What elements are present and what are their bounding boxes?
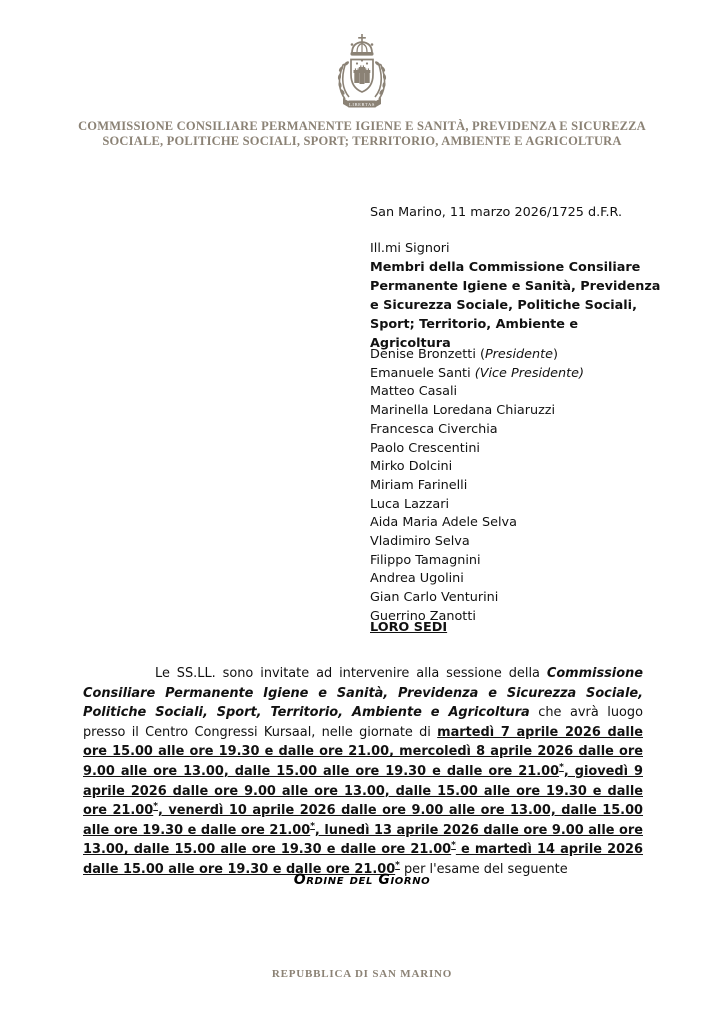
addressee-title: Membri della Commissione Consiliare Permanente Igiene e Sanità, Previdenza e Sicurezza Sociale, Politiche Sociali, Sport; Territorio, Ambiente e Agricoltura	[370, 260, 661, 351]
footer-title: REPUBBLICA DI SAN MARINO	[271, 968, 453, 980]
org-name-line1: COMMISSIONE CONSILIARE PERMANENTE IGIENE E SANITÀ, PREVIDENZA E SICUREZZA	[78, 119, 646, 133]
coat-of-arms-icon	[327, 33, 397, 117]
member-row: Miriam Farinelli	[370, 477, 468, 493]
member-row: Paolo Crescentini	[370, 440, 480, 456]
member-row: Vladimiro Selva	[370, 534, 470, 550]
addressee-salutation: Ill.mi Signori	[370, 241, 450, 256]
member-row: Marinella Loredana Chiaruzzi	[370, 403, 556, 419]
member-row: Francesca Civerchia	[370, 421, 498, 437]
addressee-block	[370, 239, 662, 353]
member-row: Aida Maria Adele Selva	[370, 515, 517, 531]
dateline: San Marino, 11 marzo 2026/1725 d.F.R.	[370, 205, 623, 220]
member-row: Matteo Casali	[370, 384, 458, 400]
invitation-paragraph: Le SS.LL. sono invitate ad intervenire alla sessione della Commissione Consiliare Permanente Igiene e Sanità, Previdenza e Sicurezza Sociale, Politiche Sociali, Sport, Territorio, Ambiente e Agricoltura che avrà luogo presso il Centro Congressi Kursaal, nelle giornate di martedì 7 aprile 2026 dalle ore 15.00 alle ore 19.30 e dalle ore 21.00, mercoledì 8 aprile 2026 dalle ore 9.00 alle ore 13.00, dalle 15.00 alle ore 19.30 e dalle ore 21.00*, giovedì 9 aprile 2026 dalle ore 9.00 alle ore 13.00, dalle 15.00 alle ore 19.30 e dalle ore 21.00*, venerdì 10 aprile 2026 dalle ore 9.00 alle ore 13.00, dalle 15.00 alle ore 19.30 e dalle ore 21.00*, lunedì 13 aprile 2026 dalle ore 9.00 alle ore 13.00, dalle 15.00 alle ore 19.30 e dalle ore 21.00* e martedì 14 aprile 2026 dalle 15.00 alle ore 19.30 e dalle ore 21.00* per l'esame del seguente	[83, 666, 644, 877]
member-row: Filippo Tamagnini	[370, 552, 481, 568]
member-row: Emanuele Santi (Vice Presidente)	[370, 365, 585, 381]
members-list	[370, 346, 584, 627]
member-row: Guerrino Zanotti	[370, 608, 476, 624]
org-name-header	[0, 119, 724, 149]
org-name-line2: SOCIALE, POLITICHE SOCIALI, SPORT; TERRITORIO, AMBIENTE E AGRICOLTURA	[102, 134, 622, 148]
member-row: Luca Lazzari	[370, 496, 450, 512]
member-row: Gian Carlo Venturini	[370, 590, 499, 606]
emblem-motto: LIBERTAS	[348, 101, 376, 107]
agenda-heading: Ordine del Giorno	[293, 872, 431, 888]
member-row: Denise Bronzetti (Presidente)	[370, 347, 559, 362]
loro-sedi-label: LORO SEDI	[370, 620, 448, 635]
member-row: Andrea Ugolini	[370, 571, 464, 587]
member-row: Mirko Dolcini	[370, 459, 453, 475]
